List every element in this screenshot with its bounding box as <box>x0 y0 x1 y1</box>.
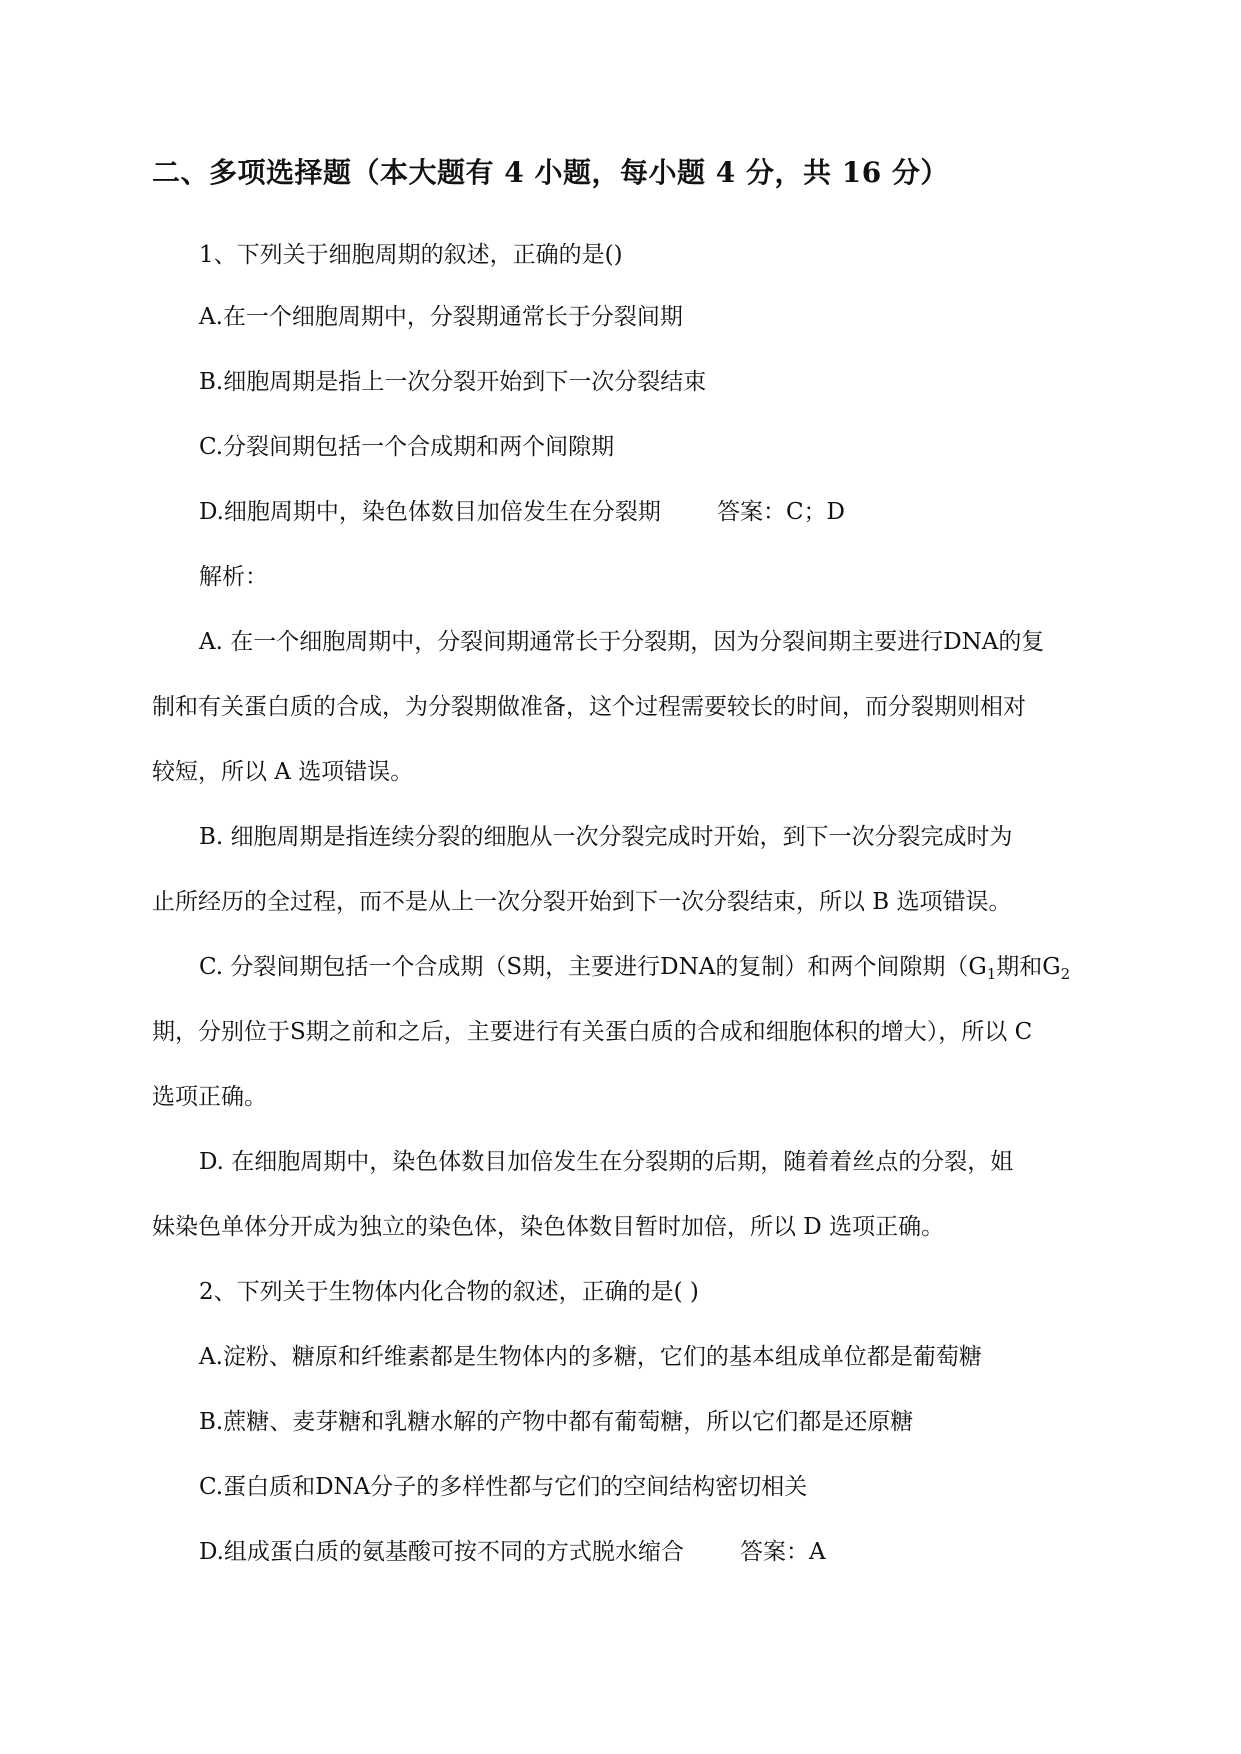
question-1-option-d-line <box>199 497 845 527</box>
question-1-option-b: B.细胞周期是指上一次分裂开始到下一次分裂结束 <box>199 369 707 395</box>
analysis-d-line-2: 妹染色单体分开成为独立的染色体，染色体数目暂时加倍，所以 D 选项正确。 <box>152 1214 945 1240</box>
section-heading: 二、多项选择题（本大题有 4 小题，每小题 4 分，共 16 分） <box>152 156 949 189</box>
analysis-c-line-1 <box>199 952 1070 982</box>
question-2-stem: 2、下列关于生物体内化合物的叙述，正确的是( ) <box>199 1279 699 1305</box>
question-2-answer: 答案：A <box>739 1539 826 1565</box>
question-1-answer: 答案：C；D <box>716 499 845 525</box>
question-2-option-d: D.组成蛋白质的氨基酸可按不同的方式脱水缩合 <box>199 1539 684 1565</box>
analysis-b-line-2: 止所经历的全过程，而不是从上一次分裂开始到下一次分裂结束，所以 B 选项错误。 <box>152 889 1012 915</box>
analysis-c-line-1-mid: 期和G <box>996 954 1061 980</box>
subscript-2: 2 <box>1060 965 1071 983</box>
analysis-d-line-1: D. 在细胞周期中，染色体数目加倍发生在分裂期的后期，随着着丝点的分裂，姐 <box>199 1149 1014 1175</box>
analysis-a-line-1: A. 在一个细胞周期中，分裂间期通常长于分裂期，因为分裂间期主要进行DNA的复 <box>199 629 1045 655</box>
analysis-c-line-2: 期，分别位于S期之前和之后，主要进行有关蛋白质的合成和细胞体积的增大），所以 C <box>152 1019 1033 1045</box>
question-2-option-d-line <box>199 1537 826 1567</box>
analysis-label: 解析： <box>199 564 268 590</box>
analysis-a-line-3: 较短，所以 A 选项错误。 <box>152 759 414 785</box>
question-1-stem: 1、下列关于细胞周期的叙述，正确的是() <box>199 242 623 268</box>
question-1-option-c: C.分裂间期包括一个合成期和两个间隙期 <box>199 434 615 460</box>
analysis-a-line-2: 制和有关蛋白质的合成，为分裂期做准备，这个过程需要较长的时间，而分裂期则相对 <box>152 694 1026 720</box>
analysis-b-line-1: B. 细胞周期是指连续分裂的细胞从一次分裂完成时开始，到下一次分裂完成时为 <box>199 824 1013 850</box>
analysis-c-line-1-text: C. 分裂间期包括一个合成期（S期，主要进行DNA的复制）和两个间隙期（G <box>199 954 987 980</box>
question-2-option-b: B.蔗糖、麦芽糖和乳糖水解的产物中都有葡萄糖，所以它们都是还原糖 <box>199 1409 914 1435</box>
question-2-option-a: A.淀粉、糖原和纤维素都是生物体内的多糖，它们的基本组成单位都是葡萄糖 <box>199 1344 982 1370</box>
analysis-c-line-3: 选项正确。 <box>152 1084 267 1110</box>
question-2-option-c: C.蛋白质和DNA分子的多样性都与它们的空间结构密切相关 <box>199 1474 808 1500</box>
question-1-option-d: D.细胞周期中，染色体数目加倍发生在分裂期 <box>199 499 661 525</box>
question-1-option-a: A.在一个细胞周期中，分裂期通常长于分裂间期 <box>199 304 683 330</box>
subscript-1: 1 <box>986 965 997 983</box>
